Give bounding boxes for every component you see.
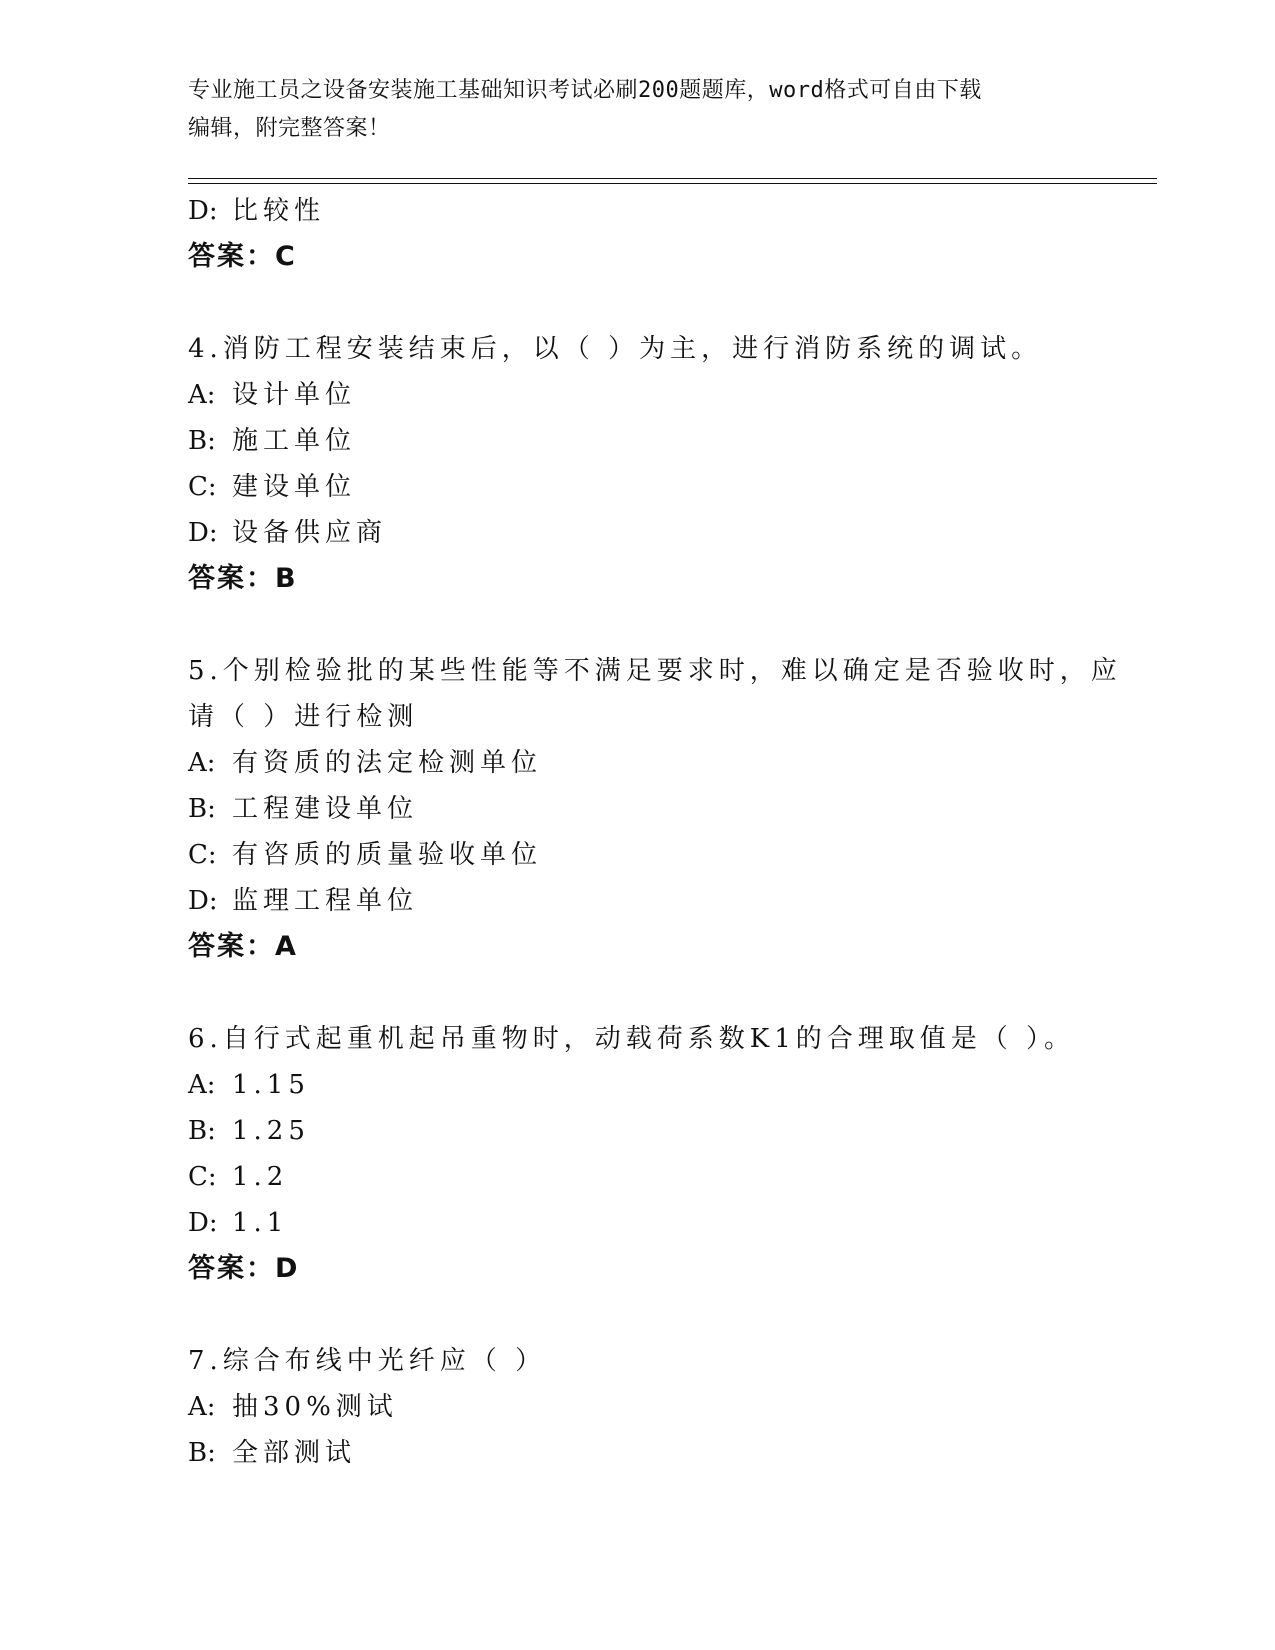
option-d: [188, 878, 1148, 924]
option-text: 1.1: [232, 1208, 289, 1238]
option-text: 抽30%测试: [232, 1392, 398, 1422]
option-b: [188, 786, 1148, 832]
option-text: 比较性: [232, 196, 326, 226]
question-3-tail: [188, 188, 1148, 280]
option-b: [188, 1108, 1148, 1154]
option-text: 全部测试: [232, 1438, 357, 1468]
option-label: C:: [188, 472, 217, 502]
question-list: [188, 188, 1148, 1476]
question-6: [188, 1016, 1148, 1292]
question-stem: 6.自行式起重机起吊重物时，动载荷系数K1的合理取值是（ ）。: [188, 1024, 1076, 1054]
option-text: 有咨质的质量验收单位: [232, 840, 543, 870]
document-header: [188, 72, 1088, 148]
option-b: [188, 418, 1148, 464]
option-label: D:: [188, 196, 218, 226]
option-text: 有资质的法定检测单位: [232, 748, 543, 778]
option-label: C:: [188, 1162, 217, 1192]
question-stem: 4.消防工程安装结束后，以（ ）为主，进行消防系统的调试。: [188, 334, 1043, 364]
answer-line: 答案：B: [188, 563, 298, 594]
answer-line: 答案：D: [188, 1253, 300, 1284]
option-d: [188, 188, 1148, 234]
option-text: 监理工程单位: [232, 886, 419, 916]
header-divider-bottom: [188, 183, 1157, 184]
option-d: [188, 510, 1148, 556]
option-a: [188, 1062, 1148, 1108]
option-b: [188, 1430, 1148, 1476]
option-text: 建设单位: [232, 472, 357, 502]
question-7: [188, 1338, 1148, 1476]
option-label: D:: [188, 518, 218, 548]
option-c: [188, 832, 1148, 878]
header-divider-top: [188, 178, 1157, 179]
option-label: C:: [188, 840, 217, 870]
question-stem: 7.综合布线中光纤应（ ）: [188, 1346, 547, 1376]
option-label: B:: [188, 426, 216, 456]
option-label: D:: [188, 1208, 218, 1238]
question-stem-continued: 请（ ）进行检测: [188, 702, 419, 732]
option-text: 设计单位: [232, 380, 357, 410]
option-label: B:: [188, 1438, 216, 1468]
header-title-line-1: 专业施工员之设备安装施工基础知识考试必刷200题题库，word格式可自由下载: [188, 78, 982, 103]
option-a: [188, 372, 1148, 418]
question-stem: 5.个别检验批的某些性能等不满足要求时，难以确定是否验收时，应: [188, 656, 1122, 686]
option-label: A:: [188, 1392, 216, 1422]
answer-line: 答案：C: [188, 241, 297, 272]
option-label: A:: [188, 748, 216, 778]
option-label: A:: [188, 1070, 216, 1100]
option-a: [188, 1384, 1148, 1430]
option-label: A:: [188, 380, 216, 410]
option-c: [188, 464, 1148, 510]
option-text: 1.25: [232, 1116, 310, 1146]
option-text: 工程建设单位: [232, 794, 419, 824]
option-text: 1.15: [232, 1070, 310, 1100]
question-4: [188, 326, 1148, 602]
option-label: B:: [188, 1116, 216, 1146]
option-label: D:: [188, 886, 218, 916]
option-label: B:: [188, 794, 216, 824]
option-text: 1.2: [232, 1162, 289, 1192]
option-text: 施工单位: [232, 426, 357, 456]
answer-line: 答案：A: [188, 931, 298, 962]
option-d: [188, 1200, 1148, 1246]
question-5: [188, 648, 1148, 970]
option-c: [188, 1154, 1148, 1200]
option-a: [188, 740, 1148, 786]
header-title-line-2: 编辑，附完整答案！: [188, 116, 391, 141]
option-text: 设备供应商: [232, 518, 388, 548]
